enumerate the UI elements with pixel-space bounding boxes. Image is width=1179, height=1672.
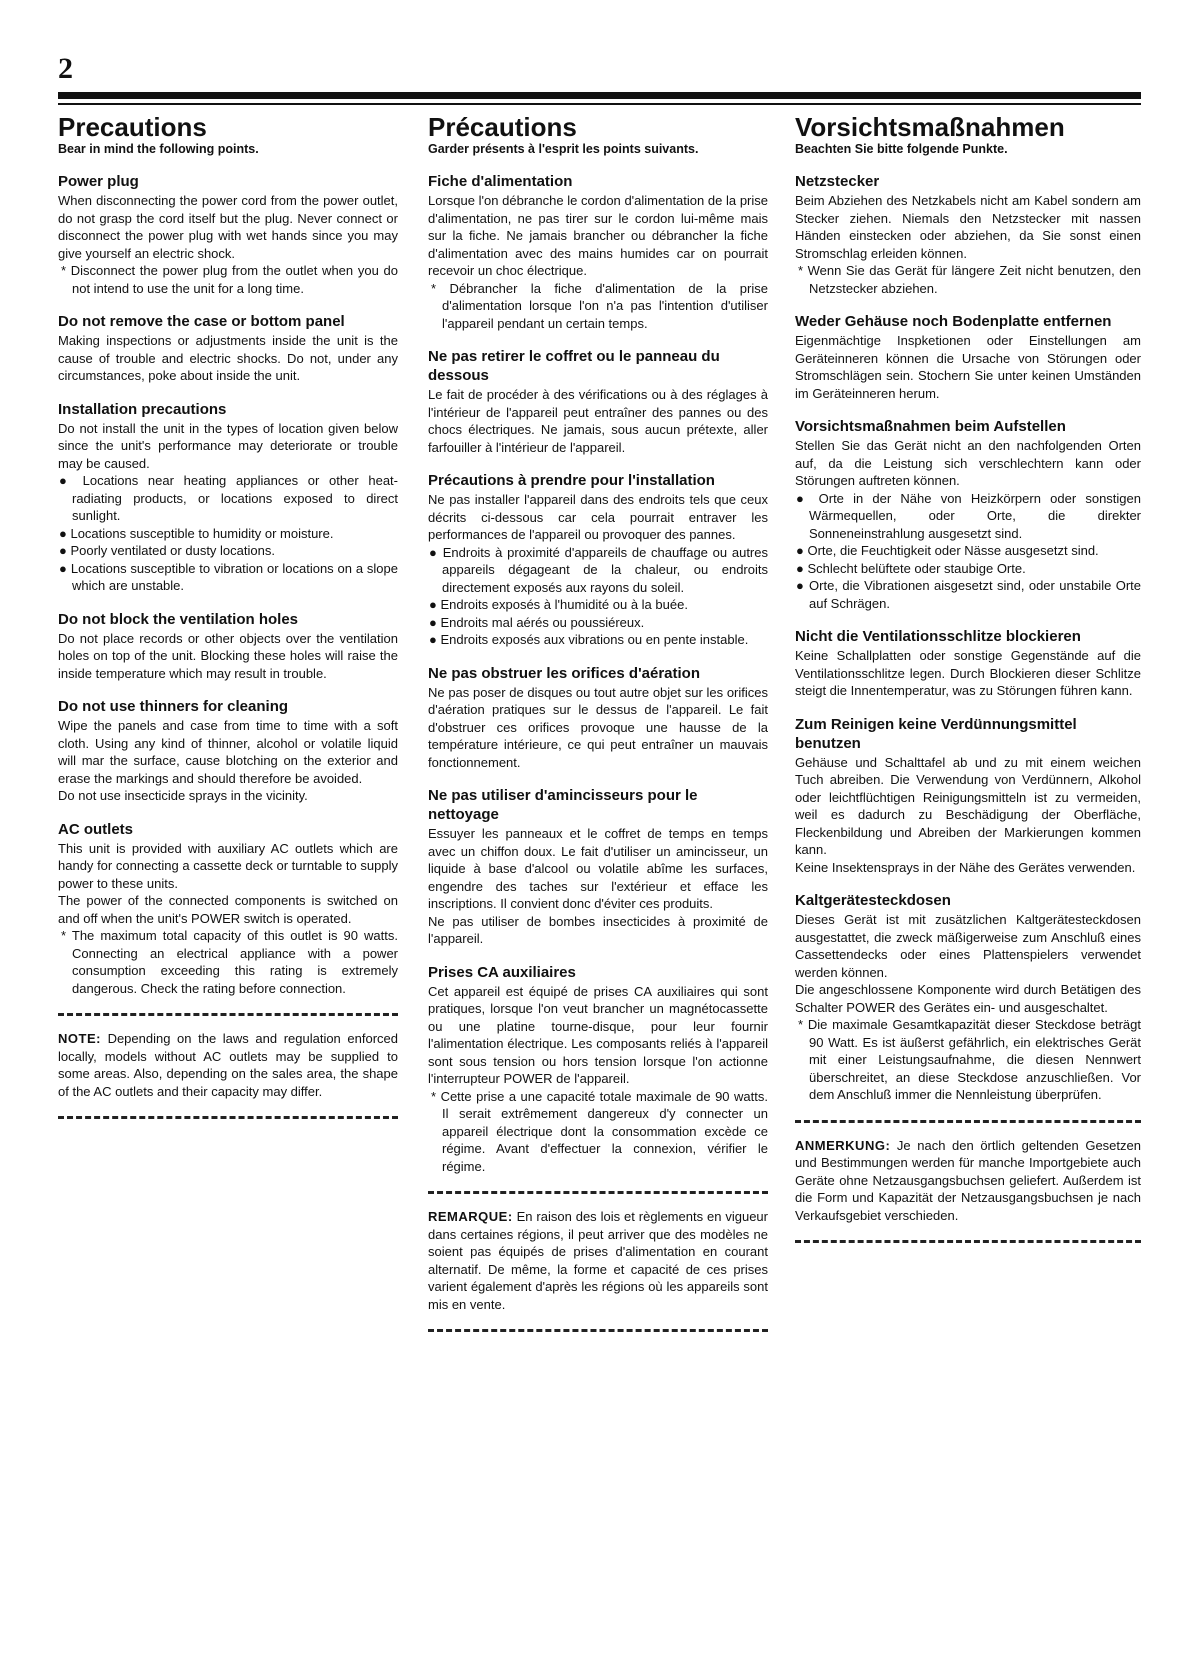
section-paragraph: Stellen Sie das Gerät nicht an den nachfolgenden Orten auf, da die Leistung sich verschlechtern kann oder Störungen auftreten können. <box>795 438 1141 488</box>
section <box>428 963 768 1176</box>
section <box>58 820 398 998</box>
section <box>795 715 1141 877</box>
section-paragraph: Do not place records or other objects over the ventilation holes on top of the unit. Blocking these holes will raise the inside temperature which may result in trouble. <box>58 630 398 681</box>
french-subtitle: Garder présents à l'esprit les points suivants. <box>428 142 699 156</box>
section <box>428 347 768 456</box>
bullet-item: ● Locations susceptible to vibration or locations on a slope which are unstable. <box>59 560 398 593</box>
english-subtitle: Bear in mind the following points. <box>58 142 259 156</box>
footnote-item: * Disconnect the power plug from the outlet when you do not intend to use the unit for a long time. <box>61 263 398 296</box>
section <box>58 312 398 385</box>
note-paragraph <box>58 1030 398 1100</box>
bullet-item: ● Poorly ventilated or dusty locations. <box>59 543 275 558</box>
section-heading: Do not use thinners for cleaning <box>58 698 289 715</box>
section-paragraph: This unit is provided with auxiliary AC outlets which are handy for connecting a cassette deck or turntable to supply power to these units. <box>58 840 398 891</box>
section-heading: Prises CA auxiliaires <box>428 963 576 981</box>
note-block <box>795 1137 1141 1225</box>
german-sections <box>795 172 1141 1243</box>
section <box>428 664 768 772</box>
section-heading: Nicht die Ventilationsschlitze blockieren <box>795 628 1081 645</box>
column-german <box>795 112 1141 1257</box>
section <box>428 471 768 649</box>
bullet-item: ● Orte, die Feuchtigkeit oder Nässe ausgesetzt sind. <box>796 543 1099 558</box>
german-title: Vorsichtsmaßnahmen <box>795 112 1065 142</box>
section-paragraph: Cet appareil est équipé de prises CA auxiliaires qui sont pratiques, lorsque l'on veut brancher un magnétocassette ou une platine tourne-disque, pour leur fournir l'alimentation électrique. Les composants reliés à l'appareil sont sous tension ou hors tension lorsque l'on actionne l'interrupteur POWER de l'appareil. <box>428 983 768 1086</box>
section-paragraph: Le fait de procéder à des vérifications ou à des réglages à l'intérieur de l'appareil peut entraîner des pannes ou des chocs électriques. Ne jamais, sous aucun prétexte, aller farfouiller à l'intérieur de l'appareil. <box>428 387 768 455</box>
section <box>58 400 398 595</box>
section-paragraph: Die angeschlossene Komponente wird durch Betätigen des Schalter POWER des Gerätes ein- und ausgeschaltet. <box>795 982 1141 1015</box>
french-title: Précautions <box>428 112 577 142</box>
note-paragraph <box>428 1208 768 1313</box>
section <box>795 891 1141 1104</box>
english-sections <box>58 172 398 1119</box>
section-paragraph: Gehäuse und Schalttafel ab und zu mit einem weichen Tuch abreiben. Die Verwendung von Verdünnern, Alkohol oder leichtflüchtigen Reinigungsmitteln ist zu vermeiden, weil es dadurch zu Beschädigung der Oberfläche, Fleckenbildung und Abreiben der Markierungen kommen kann. <box>795 754 1141 857</box>
french-sections <box>428 172 768 1332</box>
note-label: ANMERKUNG: <box>795 1137 891 1153</box>
note-block <box>428 1208 768 1313</box>
section-paragraph: Keine Insektensprays in der Nähe des Gerätes verwenden. <box>795 859 1136 875</box>
section-heading: Précautions à prendre pour l'installation <box>428 472 715 489</box>
dashed-divider <box>58 1013 398 1016</box>
english-title: Precautions <box>58 112 207 142</box>
section-paragraph: Making inspections or adjustments inside the unit is the cause of trouble and electric shocks. Do not, under any circumstances, poke about inside the unit. <box>58 333 398 383</box>
footnote-item: * Débrancher la fiche d'alimentation de la prise d'alimentation lorsque l'on n'a pas l'intention d'utiliser l'appareil pendant un certain temps. <box>431 280 768 331</box>
column-english <box>58 112 398 1133</box>
note-paragraph <box>795 1137 1141 1225</box>
section <box>795 417 1141 612</box>
column-french <box>428 112 768 1346</box>
dashed-divider <box>428 1329 768 1332</box>
section-heading: Fiche d'alimentation <box>428 173 573 190</box>
footnote-item: * Die maximale Gesamtkapazität dieser Steckdose beträgt 90 Watt. Es ist äußerst gefährlich, ein elektrisches Gerät mit einer Leistungsaufnahme, die diesen Nennwert überschreitet, an diese Steckdose anzuschließen. Vor dem Anschluß immer die Nennleistung überprüfen. <box>798 1017 1141 1102</box>
note-text: En raison des lois et règlements en vigueur dans certaines régions, il peut arriver que des modèles ne soient pas équipés de prises d'alimentation en courant alternatif. De même, la forme et capacité de ces prises varient également d'après les régions où les appareils sont mis en vente. <box>428 1209 768 1312</box>
section-heading: Ne pas utiliser d'amincisseurs pour le nettoyage <box>428 787 698 823</box>
section-heading: Kaltgerätesteckdosen <box>795 892 951 909</box>
section-paragraph: Ne pas installer l'appareil dans des endroits tels que ceux décrits ci-dessous car cela pourrait entraver les performances de l'appareil ou provoquer des pannes. <box>428 492 768 542</box>
bullet-item: ● Endroits exposés aux vibrations ou en pente instable. <box>429 632 749 647</box>
section-paragraph: Do not install the unit in the types of location given below since the unit's performance may deteriorate or trouble may be caused. <box>58 420 398 471</box>
dashed-divider <box>795 1120 1141 1123</box>
section <box>428 786 768 948</box>
section-paragraph: Do not use insecticide sprays in the vicinity. <box>58 788 308 803</box>
section-heading: Ne pas retirer le coffret ou le panneau du dessous <box>428 348 720 384</box>
section-heading: Ne pas obstruer les orifices d'aération <box>428 664 700 682</box>
top-rule-thin <box>58 103 1141 105</box>
footnote-item: * Wenn Sie das Gerät für längere Zeit nicht benutzen, den Netzstecker abziehen. <box>798 263 1141 296</box>
note-text: Je nach den örtlich geltenden Gesetzen und Bestimmungen werden für manche Importgebiete auch Geräte ohne Netzausgangsbuchsen geliefert. Außerdem ist die Form und Kapazität der Netzausgangsbuchsen je nach Verkaufsgebiet verschieden. <box>795 1137 1141 1223</box>
section-heading: Installation precautions <box>58 400 227 418</box>
section-heading: Vorsichtsmaßnahmen beim Aufstellen <box>795 418 1066 435</box>
section-heading: Do not block the ventilation holes <box>58 610 299 628</box>
section-paragraph: Essuyer les panneaux et le coffret de temps en temps avec un chiffon doux. Le fait d'utiliser un amincisseur, un liquide à base d'alcool ou volatile abîme les surfaces, engendre des taches sur l'extérieur et efface les inscriptions. Il convient donc d'éviter ces produits. <box>428 826 768 911</box>
bullet-item: ● Locations near heating appliances or other heat-radiating products, or locations exposed to direct sunlight. <box>59 473 398 523</box>
section-paragraph: Eigenmächtige Inspketionen oder Einstellungen am Geräteinneren können die Ursache von Störungen oder Stromschlägen sein. Stochern Sie unter keinen Umständen im Geräteinneren herum. <box>795 333 1141 401</box>
bullet-item: ● Schlecht belüftete oder staubige Orte. <box>796 560 1026 576</box>
section <box>58 610 398 683</box>
section-paragraph: Ne pas utiliser de bombes insecticides à proximité de l'appareil. <box>428 913 768 946</box>
section <box>58 172 398 297</box>
dashed-divider <box>58 1116 398 1119</box>
section-heading: Netzstecker <box>795 173 880 190</box>
bullet-item: ● Orte, die Vibrationen aisgesetzt sind, oder unstabile Orte auf Schrägen. <box>796 578 1141 611</box>
section-paragraph: Beim Abziehen des Netzkabels nicht am Kabel sondern am Stecker ziehen. Niemals den Netzstecker mit nassen Händen einstecken oder abziehen, da Sie sonst einen Stromschlag erleiden können. <box>795 193 1141 261</box>
bullet-item: ● Orte in der Nähe von Heizkörpern oder sonstigen Wärmequellen, oder Orte, die direkter Sonneneinstrahlung ausgesetzt sind. <box>796 490 1141 541</box>
bullet-item: ● Endroits exposés à l'humidité ou à la buée. <box>429 597 688 612</box>
page-number: 2 <box>58 52 73 85</box>
bullet-item: ● Endroits à proximité d'appareils de chauffage ou autres appareils dégageant de la chaleur, ou endroits directement exposés aux rayons du soleil. <box>429 544 768 595</box>
footnote-item: * The maximum total capacity of this outlet is 90 watts. Connecting an electrical appliance with a power consumption exceeding this rating is extremely dangerous. Check the rating before connection. <box>61 928 398 996</box>
section <box>795 312 1141 402</box>
section-paragraph: The power of the connected components is switched on and off when the unit's POWER switch is operated. <box>58 893 398 926</box>
section-paragraph: Dieses Gerät ist mit zusätzlichen Kaltgerätesteckdosen ausgestattet, die zweck mäßigerweise zum Anschluß eines Cassettendecks oder eines Plattenspielers verwendet werden können. <box>795 912 1141 980</box>
section-paragraph: Keine Schallplatten oder sonstige Gegenstände auf die Ventilationsschlitze legen. Durch Blockieren dieser Schlitze steigt die Innentemperatur, was zu Störungen führen kann. <box>795 648 1141 698</box>
section <box>58 697 398 805</box>
section <box>428 172 768 332</box>
note-text: Depending on the laws and regulation enforced locally, models without AC outlets may be supplied to some areas. Also, depending on the sales area, the shape of the AC outlets and their capacity may differ. <box>58 1031 398 1099</box>
section-heading: Do not remove the case or bottom panel <box>58 313 345 330</box>
german-subtitle: Beachten Sie bitte folgende Punkte. <box>795 142 1008 156</box>
section-heading: Zum Reinigen keine Verdünnungsmittel benutzen <box>795 715 1077 752</box>
section <box>795 627 1141 700</box>
top-rule <box>58 92 1141 99</box>
section-heading: Power plug <box>58 173 139 190</box>
section-paragraph: Lorsque l'on débranche le cordon d'alimentation de la prise d'alimentation, ne pas tirer sur le cordon lui-même mais sur la fiche. Ne jamais brancher ou débrancher la fiche d'alimentation avec des mains humides car on pourrait recevoir un choc électrique. <box>428 193 768 278</box>
bullet-item: ● Endroits mal aérés ou poussiéreux. <box>429 614 645 630</box>
section <box>795 172 1141 297</box>
note-label: NOTE: <box>58 1031 101 1046</box>
note-block <box>58 1030 398 1100</box>
section-paragraph: Ne pas poser de disques ou tout autre objet sur les orifices d'aération pratiques sur le dessus de l'appareil. Le fait d'obstruer ces orifices provoque une hausse de la température intérieure, ce qui peut entraîner un mauvais fonctionnement. <box>428 684 768 770</box>
section-paragraph: Wipe the panels and case from time to time with a soft cloth. Using any kind of thinner, alcohol or volatile liquid will mar the surface, cause blotching on the exterior and erase the markings and should therefore be avoided. <box>58 718 398 786</box>
bullet-item: ● Locations susceptible to humidity or moisture. <box>59 525 334 541</box>
section-paragraph: When disconnecting the power cord from the power outlet, do not grasp the cord itself but the plug. Never connect or disconnect the power plug with wet hands since you may give yourself an electric shock. <box>58 193 398 261</box>
footnote-item: * Cette prise a une capacité totale maximale de 90 watts. Il serait extrêmement dangereux d'y connecter un appareil électrique dont la consommation excède ce régime. Avant d'effectuer la connexion, vérifier le régime. <box>431 1088 768 1174</box>
note-label: REMARQUE: <box>428 1209 513 1224</box>
dashed-divider <box>795 1240 1141 1243</box>
dashed-divider <box>428 1191 768 1194</box>
section-heading: Weder Gehäuse noch Bodenplatte entfernen <box>795 313 1112 330</box>
section-heading: AC outlets <box>58 820 133 838</box>
